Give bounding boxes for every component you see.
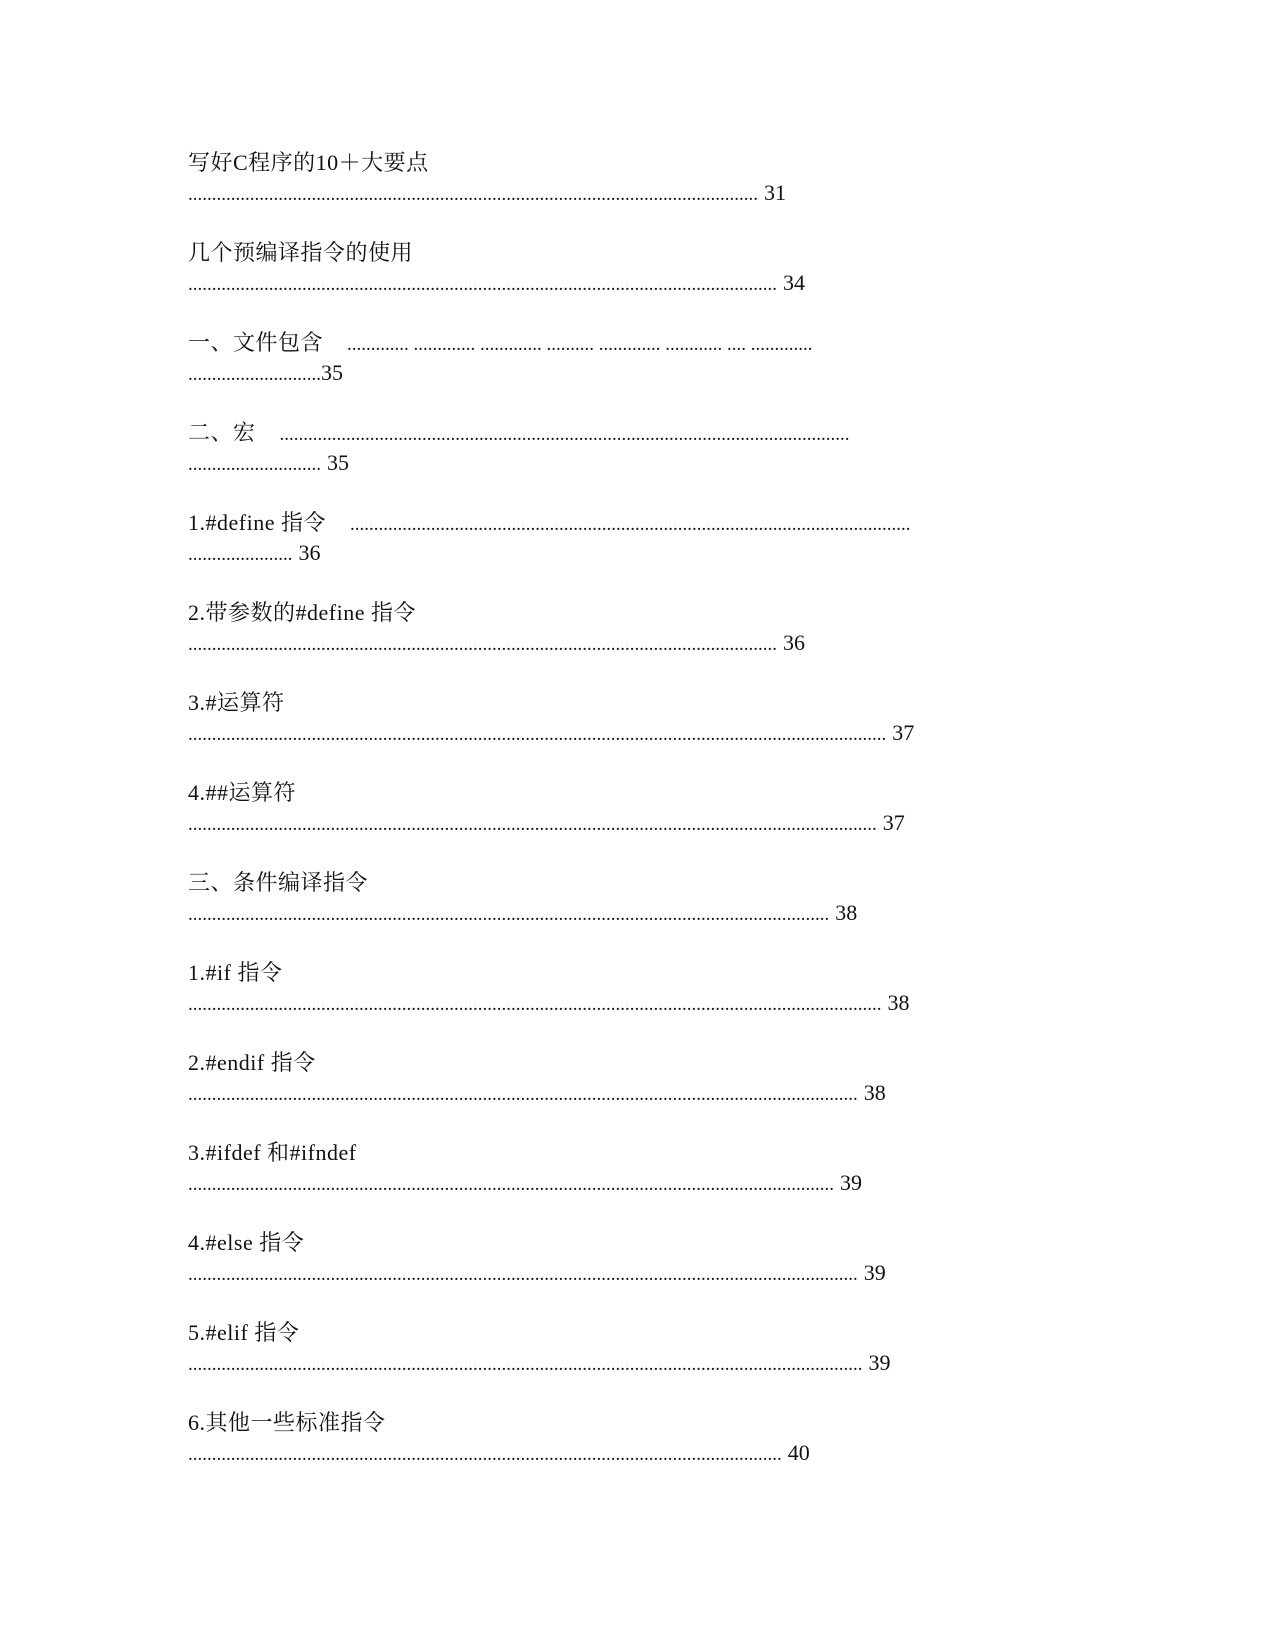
toc-entry-page-number: 35: [321, 360, 343, 385]
toc-entry-page-number: 37: [882, 810, 905, 835]
toc-entry[interactable]: [188, 1048, 1088, 1138]
toc-entry-page-number: 38: [863, 1080, 886, 1105]
toc-entry-page-number: 34: [783, 270, 805, 295]
toc-entry-title: 2.#endif 指令: [188, 1050, 316, 1075]
toc-entry-leader: .............................................................................................................................................: [188, 1264, 858, 1285]
toc-entry-page-number: 39: [863, 1260, 886, 1285]
toc-entry[interactable]: [188, 958, 1088, 1048]
toc-entry-leader: ......................: [188, 544, 293, 565]
toc-entry[interactable]: [188, 508, 1088, 598]
toc-entry[interactable]: [188, 778, 1088, 868]
toc-entry-leader: ............................................................................................................................: [188, 634, 777, 655]
toc-entry[interactable]: [188, 1318, 1088, 1408]
toc-entry[interactable]: [188, 148, 1088, 238]
toc-entry[interactable]: [188, 688, 1088, 778]
toc-entry-leader: ............................: [188, 454, 321, 475]
toc-entry-title: 几个预编译指令的使用: [188, 240, 414, 265]
toc-entry-page-number: 38: [835, 900, 858, 925]
toc-entry-title: 一、文件包含: [188, 330, 324, 355]
toc-entry-inline-leader: ............. ............. ............. .......... ............. ............ .... .............: [347, 334, 813, 355]
toc-entry-page-number: 31: [764, 180, 786, 205]
toc-entry[interactable]: [188, 1228, 1088, 1318]
toc-entry-title: 4.##运算符: [188, 780, 297, 805]
toc-entry-title: 5.#elif 指令: [188, 1320, 300, 1345]
toc-entry-title: 3.#ifdef 和#ifndef: [188, 1140, 357, 1165]
toc-entry-leader: .......................................................................................................................................: [188, 904, 830, 925]
toc-entry-title: 1.#define 指令: [188, 510, 326, 535]
toc-entry-page-number: 36: [298, 540, 321, 565]
toc-entry-page-number: 39: [868, 1350, 891, 1375]
toc-entry-page-number: 37: [892, 720, 915, 745]
toc-entry-inline-leader: ........................................................................................................................: [279, 424, 850, 445]
toc-entry-title: 4.#else 指令: [188, 1230, 305, 1255]
toc-entry-title: 写好C程序的10＋大要点: [188, 150, 429, 175]
toc-entry-title: 二、宏: [188, 420, 256, 445]
toc-entry-page-number: 36: [783, 630, 805, 655]
toc-entry-leader: .............................................................................................................................: [188, 1444, 782, 1465]
toc-entry[interactable]: [188, 1138, 1088, 1228]
toc-entry-page-number: 35: [327, 450, 349, 475]
toc-entry-leader: ............................: [188, 364, 321, 385]
table-of-contents: [188, 148, 1088, 1498]
toc-entry-leader: ........................................................................................................................: [188, 184, 758, 205]
toc-entry[interactable]: [188, 1408, 1088, 1498]
toc-entry-title: 1.#if 指令: [188, 960, 283, 985]
toc-entry[interactable]: [188, 328, 1088, 418]
toc-entry[interactable]: [188, 598, 1088, 688]
toc-entry-leader: .................................................................................................................................................: [188, 814, 877, 835]
toc-entry-leader: ........................................................................................................................................: [188, 1174, 834, 1195]
toc-entry-page-number: 38: [887, 990, 910, 1015]
toc-entry-title: 三、条件编译指令: [188, 870, 369, 895]
toc-entry-inline-leader: ......................................................................................................................: [349, 514, 911, 535]
toc-entry[interactable]: [188, 418, 1088, 508]
toc-entry-leader: ..............................................................................................................................................: [188, 1354, 863, 1375]
toc-entry-page-number: 40: [787, 1440, 810, 1465]
toc-entry-title: 2.带参数的#define 指令: [188, 600, 416, 625]
toc-entry-leader: ...................................................................................................................................................: [188, 724, 887, 745]
toc-entry-leader: ............................................................................................................................: [188, 274, 777, 295]
toc-entry-leader: ..................................................................................................................................................: [188, 994, 882, 1015]
toc-entry-page-number: 39: [840, 1170, 862, 1195]
toc-entry-leader: .............................................................................................................................................: [188, 1084, 858, 1105]
toc-entry-title: 6.其他一些标准指令: [188, 1410, 386, 1435]
toc-entry[interactable]: [188, 868, 1088, 958]
toc-entry-title: 3.#运算符: [188, 690, 285, 715]
toc-entry[interactable]: [188, 238, 1088, 328]
